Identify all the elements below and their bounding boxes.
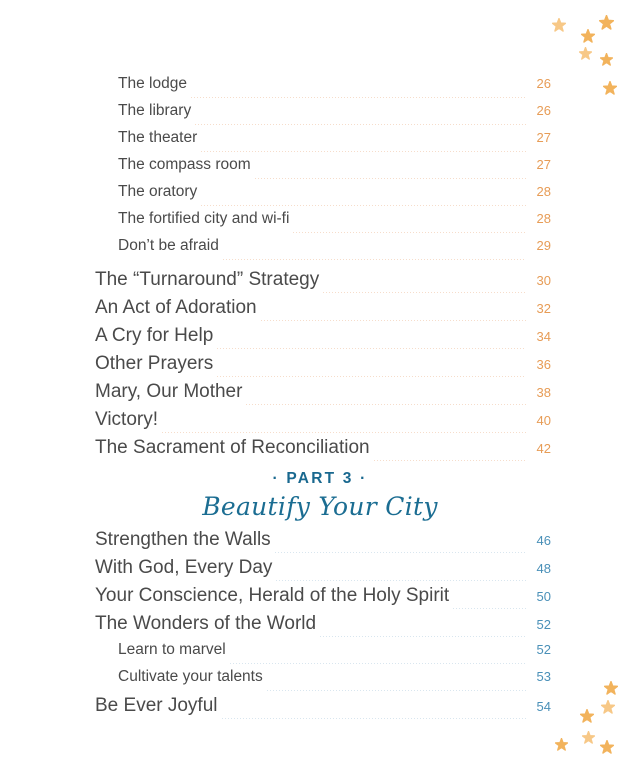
bottom-right-star-icon bbox=[600, 740, 614, 754]
toc-entry[interactable] bbox=[0, 102, 640, 129]
part-label: · PART 3 · bbox=[272, 470, 368, 487]
toc-entry-title: Cultivate your talents bbox=[118, 668, 263, 685]
toc-leader-dots bbox=[162, 432, 526, 433]
toc-entry-title: The Sacrament of Reconciliation bbox=[95, 437, 370, 458]
group-main-entries-part2 bbox=[0, 269, 640, 465]
toc-page-number: 34 bbox=[536, 329, 551, 344]
toc-leader-dots bbox=[293, 232, 526, 233]
toc-entry-title: Mary, Our Mother bbox=[95, 381, 243, 402]
toc-entry-title: Victory! bbox=[95, 409, 159, 430]
toc-entry[interactable] bbox=[0, 437, 640, 465]
toc-leader-dots bbox=[222, 718, 527, 719]
toc-page-number: 27 bbox=[536, 130, 551, 145]
toc-entry-title: An Act of Adoration bbox=[95, 297, 257, 318]
toc-page-number: 53 bbox=[536, 669, 551, 684]
toc-page-number: 38 bbox=[536, 385, 551, 400]
group-sub-entries-part2 bbox=[0, 75, 640, 264]
toc-leader-dots bbox=[276, 580, 526, 581]
toc-entry[interactable] bbox=[0, 129, 640, 156]
toc-entry-title: A Cry for Help bbox=[95, 325, 214, 346]
toc-leader-dots bbox=[275, 552, 526, 553]
toc-entry[interactable] bbox=[0, 183, 640, 210]
toc-entry[interactable] bbox=[0, 156, 640, 183]
toc-page-number: 30 bbox=[536, 273, 551, 288]
toc-leader-dots bbox=[320, 636, 526, 637]
toc-page-number: 50 bbox=[536, 589, 551, 604]
toc-entry[interactable] bbox=[0, 557, 640, 585]
toc-leader-dots bbox=[246, 404, 526, 405]
toc-entry-title: The “Turnaround” Strategy bbox=[95, 269, 320, 290]
toc-entry[interactable] bbox=[0, 353, 640, 381]
toc-page-number: 54 bbox=[536, 699, 551, 714]
bottom-right-star-icon bbox=[582, 731, 595, 744]
toc-leader-dots bbox=[267, 690, 526, 691]
toc-page-number: 28 bbox=[536, 211, 551, 226]
group-entries-part3 bbox=[0, 529, 640, 723]
toc-entry-title: The compass room bbox=[118, 156, 251, 173]
top-right-star-icon bbox=[581, 29, 595, 43]
toc-entry-title: Be Ever Joyful bbox=[95, 695, 218, 716]
top-right-star-icon bbox=[579, 47, 592, 60]
toc-entry-title: The oratory bbox=[118, 183, 198, 200]
part-title: Beautify Your City bbox=[202, 492, 438, 521]
toc-leader-dots bbox=[453, 608, 526, 609]
toc-leader-dots bbox=[323, 292, 526, 293]
toc-entry-title: Your Conscience, Herald of the Holy Spirit bbox=[95, 585, 450, 606]
toc-entry[interactable] bbox=[0, 529, 640, 557]
toc-entry-title: Don’t be afraid bbox=[118, 237, 219, 254]
toc-page-number: 32 bbox=[536, 301, 551, 316]
toc-page-number: 42 bbox=[536, 441, 551, 456]
toc-page-number: 48 bbox=[536, 561, 551, 576]
toc-entry-title: The theater bbox=[118, 129, 198, 146]
toc-entry[interactable] bbox=[0, 613, 640, 641]
toc-page-number: 40 bbox=[536, 413, 551, 428]
top-right-star-icon bbox=[599, 15, 614, 30]
toc-entry-title: Other Prayers bbox=[95, 353, 214, 374]
toc-page-number: 29 bbox=[536, 238, 551, 253]
toc-entry[interactable] bbox=[0, 381, 640, 409]
toc-entry[interactable] bbox=[0, 75, 640, 102]
toc-leader-dots bbox=[201, 151, 526, 152]
toc-entry-title: Learn to marvel bbox=[118, 641, 226, 658]
toc-entry-title: The Wonders of the World bbox=[95, 613, 317, 634]
toc-leader-dots bbox=[261, 320, 526, 321]
toc-page-number: 46 bbox=[536, 533, 551, 548]
toc-entry-title: The lodge bbox=[118, 75, 187, 92]
toc-page-number: 52 bbox=[536, 617, 551, 632]
toc-entry[interactable] bbox=[0, 210, 640, 237]
bottom-right-star-icon bbox=[555, 738, 568, 751]
top-right-star-icon bbox=[552, 18, 566, 32]
part-heading bbox=[0, 470, 640, 521]
toc-entry[interactable] bbox=[0, 695, 640, 723]
toc-entry[interactable] bbox=[0, 325, 640, 353]
toc-entry-title: The fortified city and wi-fi bbox=[118, 210, 290, 227]
toc-leader-dots bbox=[374, 460, 526, 461]
toc-entry[interactable] bbox=[0, 237, 640, 264]
toc-entry-title: With God, Every Day bbox=[95, 557, 273, 578]
toc-entry[interactable] bbox=[0, 269, 640, 297]
toc-entry-title: The library bbox=[118, 102, 192, 119]
toc-entry[interactable] bbox=[0, 641, 640, 668]
toc-entry[interactable] bbox=[0, 409, 640, 437]
toc-page-number: 27 bbox=[536, 157, 551, 172]
toc-page-number: 52 bbox=[536, 642, 551, 657]
toc-leader-dots bbox=[195, 124, 526, 125]
toc-page-number: 26 bbox=[536, 103, 551, 118]
toc-leader-dots bbox=[255, 178, 526, 179]
toc-leader-dots bbox=[230, 663, 526, 664]
toc-entry[interactable] bbox=[0, 668, 640, 695]
toc-page-number: 26 bbox=[536, 76, 551, 91]
toc-page-number: 28 bbox=[536, 184, 551, 199]
toc-leader-dots bbox=[191, 97, 526, 98]
toc-leader-dots bbox=[217, 376, 526, 377]
toc-entry[interactable] bbox=[0, 297, 640, 325]
toc-entry-title: Strengthen the Walls bbox=[95, 529, 271, 550]
toc-leader-dots bbox=[217, 348, 526, 349]
toc-leader-dots bbox=[201, 205, 526, 206]
top-right-star-icon bbox=[600, 53, 613, 66]
toc-leader-dots bbox=[223, 259, 526, 260]
toc-entry[interactable] bbox=[0, 585, 640, 613]
toc-page-number: 36 bbox=[536, 357, 551, 372]
